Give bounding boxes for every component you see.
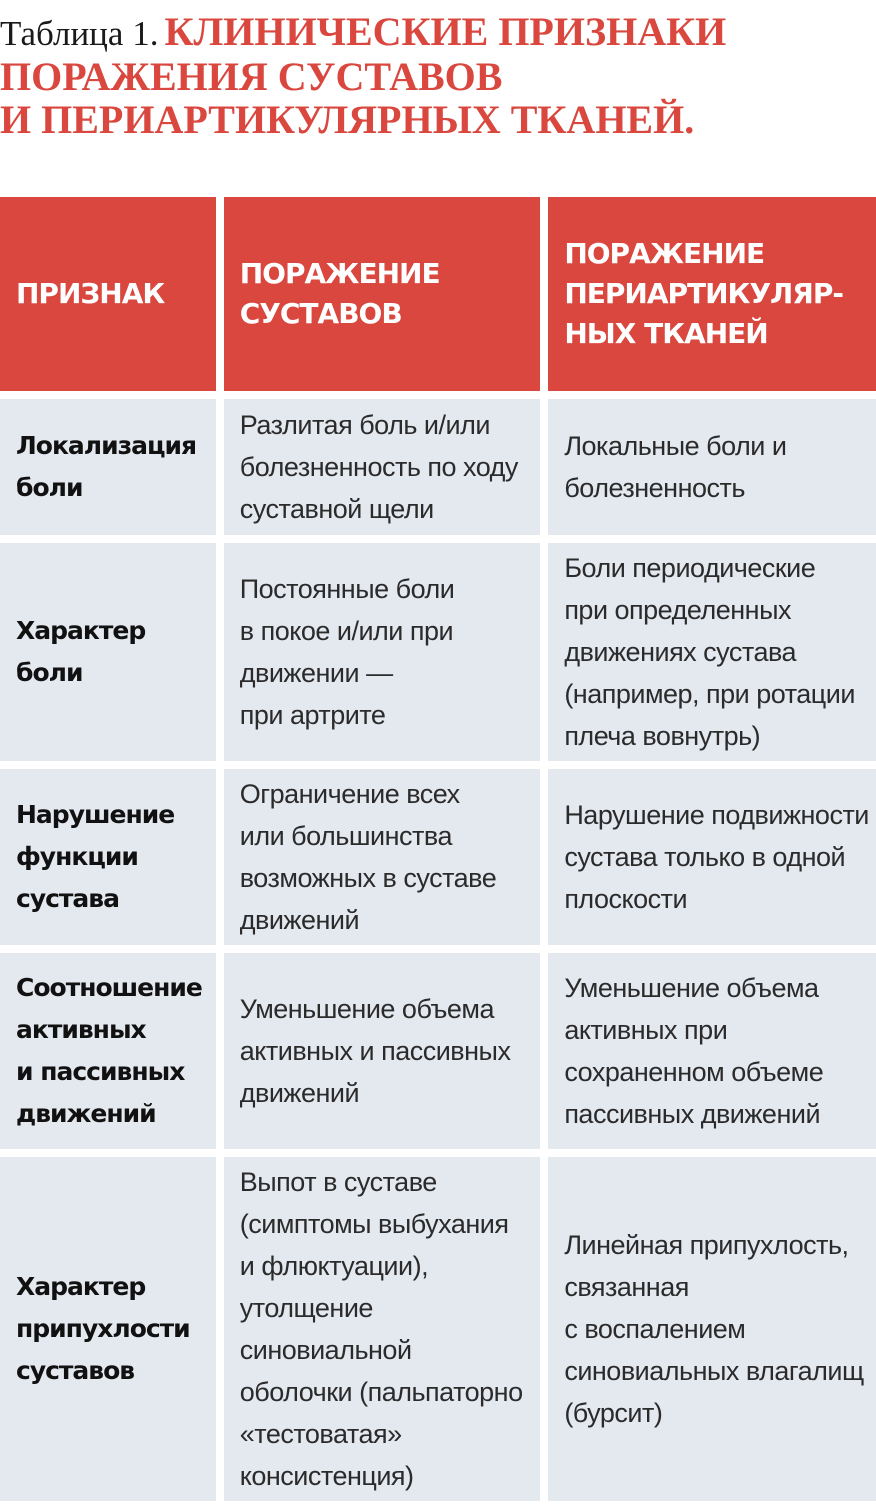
table-row xyxy=(0,1157,876,1501)
header-sign: ПРИЗНАК xyxy=(0,197,216,391)
title-prefix: Таблица 1. xyxy=(0,14,159,53)
row-joints: Постоянные боли в покое и/или при движении — при артрите xyxy=(224,543,541,761)
row-periarticular: Боли периодические при определенных движениях сустава (например, при ротации плеча вовнутрь) xyxy=(548,543,876,761)
row-sign: Соотношение активных и пассивных движений xyxy=(0,953,216,1149)
row-periarticular: Локальные боли и болезненность xyxy=(548,399,876,535)
row-joints: Уменьшение объема активных и пассивных движений xyxy=(224,953,541,1149)
title-line-2: ПОРАЖЕНИЯ СУСТАВОВ xyxy=(0,54,503,99)
row-sign: Характер боли xyxy=(0,543,216,761)
row-periarticular: Линейная припухлость, связанная с воспалением синовиальных влагалищ (бурсит) xyxy=(548,1157,876,1501)
table-title xyxy=(0,10,876,141)
table-row xyxy=(0,769,876,945)
header-periarticular: ПОРАЖЕНИЕ ПЕРИАРТИКУЛЯР- НЫХ ТКАНЕЙ xyxy=(548,197,876,391)
title-main-1: КЛИНИЧЕСКИЕ ПРИЗНАКИ xyxy=(164,9,727,54)
row-sign: Нарушение функции сустава xyxy=(0,769,216,945)
table-row xyxy=(0,543,876,761)
row-sign: Характер припухлости суставов xyxy=(0,1157,216,1501)
row-joints: Ограничение всех или большинства возможных в суставе движений xyxy=(224,769,541,945)
table-row xyxy=(0,399,876,535)
table-row xyxy=(0,953,876,1149)
row-periarticular: Уменьшение объема активных при сохраненном объеме пассивных движений xyxy=(548,953,876,1149)
row-joints: Разлитая боль и/или болезненность по ходу суставной щели xyxy=(224,399,541,535)
header-joints: ПОРАЖЕНИЕ СУСТАВОВ xyxy=(224,197,541,391)
row-joints: Выпот в суставе (симптомы выбухания и флюктуации), утолщение синовиальной оболочки (пальпаторно «тестоватая» консистенция) xyxy=(224,1157,541,1501)
row-sign: Локализация боли xyxy=(0,399,216,535)
row-periarticular: Нарушение подвижности сустава только в одной плоскости xyxy=(548,769,876,945)
title-line-1 xyxy=(0,10,876,55)
header-row xyxy=(0,197,876,391)
title-line-3: И ПЕРИАРТИКУЛЯРНЫХ ТКАНЕЙ. xyxy=(0,97,695,142)
comparison-table xyxy=(0,189,876,1509)
